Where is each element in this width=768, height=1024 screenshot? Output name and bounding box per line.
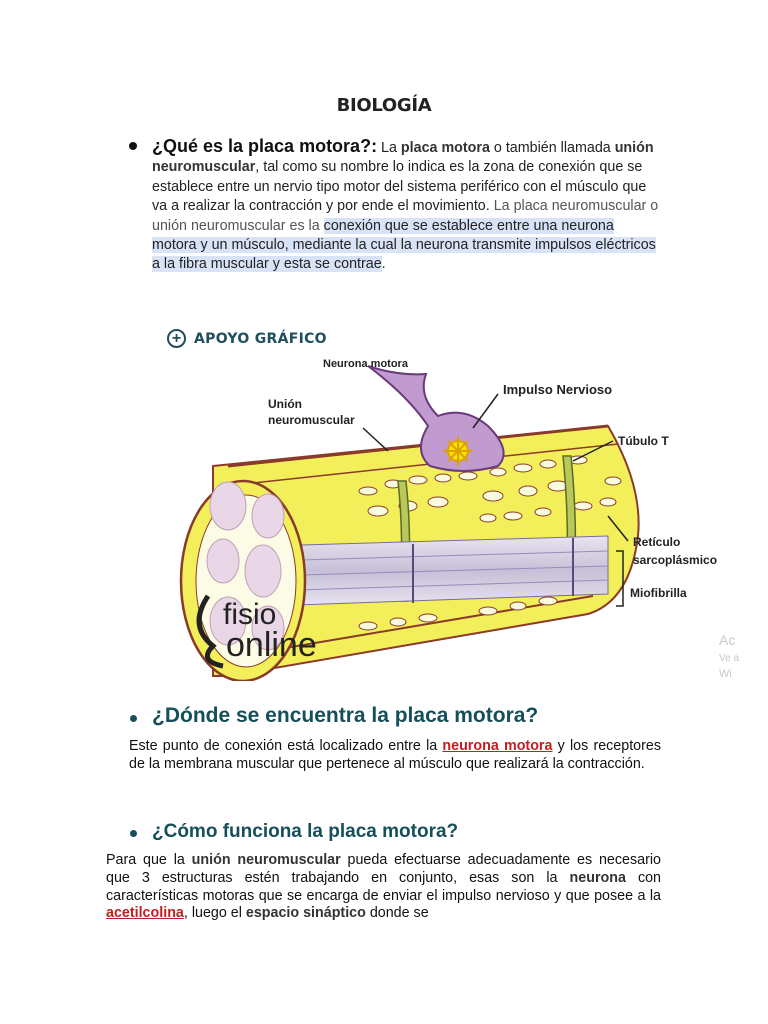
section-what-is xyxy=(152,137,662,275)
term-union-neuromuscular: unión neuromuscular xyxy=(152,140,654,176)
plus-circle-icon: + xyxy=(167,329,186,348)
text: , tal como su nombre lo indica es la zona de conexión que se establece entre un nervio tipo motor del sistema periférico con el músculo que va a realizar la contracción y por ende el movimiento. xyxy=(152,159,647,215)
graphic-support-label xyxy=(167,329,327,348)
link-acetilcolina[interactable]: acetilcolina xyxy=(106,905,184,922)
term-espacio-sinaptico: espacio sináptico xyxy=(245,905,366,922)
text: Para que la xyxy=(106,852,192,868)
label-miofibrilla: Miofibrilla xyxy=(630,586,687,600)
label-union: Unión xyxy=(268,397,302,411)
text: donde se xyxy=(365,905,429,922)
logo-text-online: online xyxy=(226,626,317,664)
section-what-is-heading: ¿Qué es la placa motora?: xyxy=(152,136,378,156)
section-how-heading: ¿Cómo funciona la placa motora? xyxy=(152,821,459,842)
highlighted-text: conexión que se establece entre una neurona motora y un músculo, mediante la cual la neurona transmite impulsos eléctricos a la fibra muscular y esta se contrae xyxy=(152,217,656,273)
term-neurona: neurona xyxy=(569,869,626,886)
text: y los receptores de la membrana muscular que pertenece al músculo que realizará la contracción. xyxy=(129,738,661,772)
label-impulso-nervioso: Impulso Nervioso xyxy=(503,382,613,397)
link-neurona-motora[interactable]: neurona motora xyxy=(442,738,553,754)
text: . xyxy=(381,256,386,273)
text: o también llamada xyxy=(489,140,615,156)
section-how-text xyxy=(106,852,661,923)
label-sarcoplasmico: sarcoplásmico xyxy=(633,553,718,567)
graphic-label-text: APOYO GRÁFICO xyxy=(194,330,327,347)
bullet-2 xyxy=(130,715,137,722)
watermark-text-2: Ve a xyxy=(719,653,740,664)
section-where-text xyxy=(129,738,661,774)
text: con características motoras que se encarga de enviar el impulso nervioso y que posee a la xyxy=(106,869,662,904)
label-neuromuscular: neuromuscular xyxy=(268,413,355,427)
text: pueda efectuarse adecuadamente es necesario que 3 estructuras estén trabajando en conjunto, esas son la xyxy=(106,852,661,886)
logo-text-fisio: fisio xyxy=(223,598,277,631)
watermark-text-3: Wi xyxy=(719,668,732,680)
text: Este punto de conexión está localizado entre la xyxy=(129,738,443,754)
label-tubulo-t: Túbulo T xyxy=(618,434,669,448)
text: , luego el xyxy=(183,905,246,922)
bullet-3 xyxy=(130,830,137,837)
term-placa-motora: placa motora xyxy=(400,140,490,156)
watermark-text-1: Ac xyxy=(719,632,736,648)
bullet-1 xyxy=(129,142,137,150)
text: La xyxy=(377,140,401,156)
page-title: BIOLOGÍA xyxy=(336,95,432,116)
term-union-neuromuscular: unión neuromuscular xyxy=(191,852,341,868)
text-grey: La placa neuromuscular o unión neuromuscular es la xyxy=(152,198,659,234)
section-where-heading: ¿Dónde se encuentra la placa motora? xyxy=(152,704,539,727)
neuromuscular-junction-diagram xyxy=(168,356,738,681)
label-neurona-motora: Neurona motora xyxy=(323,358,408,370)
myofibril-band xyxy=(268,536,608,606)
label-reticulo: Retículo xyxy=(633,535,681,549)
